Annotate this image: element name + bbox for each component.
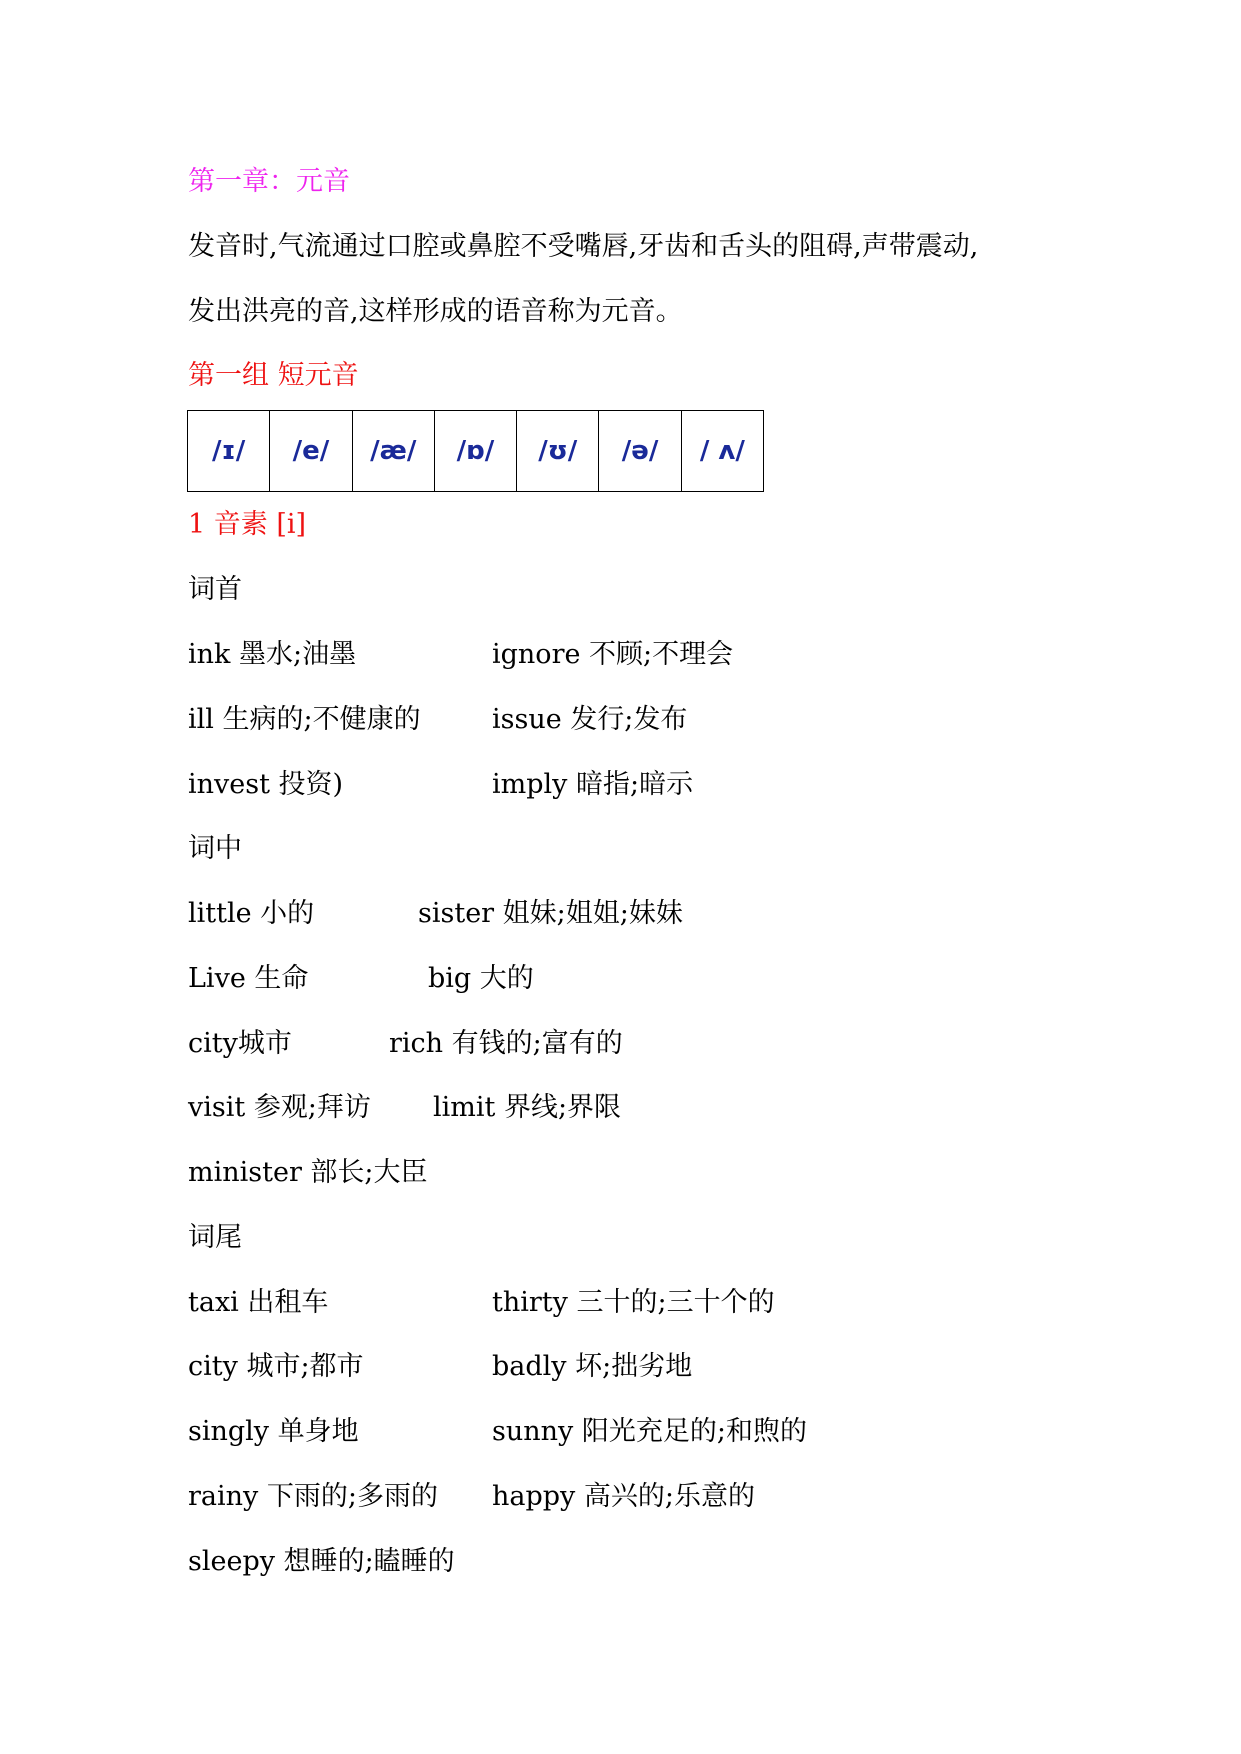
list-item: [188, 703, 688, 737]
section-label-middle: 词中: [188, 833, 242, 864]
list-item: [188, 1027, 623, 1061]
intro-line-2: 发出洪亮的音,这样形成的语音称为元音。: [188, 296, 683, 327]
ipa-cell: /e/: [270, 411, 352, 492]
list-item: [188, 1350, 693, 1384]
ipa-cell: / ʌ/: [681, 411, 763, 492]
word-entry: sleepy 想睡的;瞌睡的: [188, 1546, 455, 1577]
word-entry: invest 投资): [188, 769, 344, 800]
ipa-row: [188, 411, 764, 492]
word-entry: taxi 出租车: [188, 1287, 329, 1318]
word-entry: rich 有钱的;富有的: [389, 1028, 623, 1059]
ipa-cell: /ɒ/: [434, 411, 516, 492]
ipa-cell: /ə/: [599, 411, 681, 492]
word-entry: visit 参观;拜访: [188, 1092, 371, 1123]
list-item: [188, 638, 734, 672]
intro-line-1: 发音时,气流通过口腔或鼻腔不受嘴唇,牙齿和舌头的阻碍,声带震动,: [188, 231, 979, 262]
list-item: [188, 1415, 807, 1449]
word-entry: happy 高兴的;乐意的: [492, 1481, 755, 1512]
list-item: [188, 768, 694, 802]
word-entry: issue 发行;发布: [492, 704, 688, 735]
chapter-title: 第一章：元音: [188, 166, 350, 197]
word-entry: ignore 不顾;不理会: [492, 639, 734, 670]
word-entry: badly 坏;拙劣地: [492, 1351, 693, 1382]
section-label-final: 词尾: [188, 1222, 242, 1253]
word-entry: city 城市;都市: [188, 1351, 364, 1382]
section-label-initial: 词首: [188, 574, 242, 605]
word-entry: rainy 下雨的;多雨的: [188, 1481, 438, 1512]
ipa-cell: /ɪ/: [188, 411, 270, 492]
word-entry: city城市: [188, 1028, 292, 1059]
list-item: [188, 962, 534, 996]
list-item: [188, 1480, 755, 1514]
word-entry: imply 暗指;暗示: [492, 769, 694, 800]
word-entry: sunny 阳光充足的;和煦的: [492, 1416, 807, 1447]
list-item: [188, 1286, 775, 1320]
ipa-cell: /ʊ/: [517, 411, 599, 492]
word-entry: big 大的: [428, 963, 534, 994]
word-entry: ill 生病的;不健康的: [188, 704, 421, 735]
list-item: [188, 1156, 428, 1190]
phoneme-title: 1 音素 [i]: [188, 509, 307, 540]
list-item: [188, 1545, 455, 1579]
list-item: [188, 1091, 622, 1125]
word-entry: limit 界线;界限: [433, 1092, 622, 1123]
word-entry: ink 墨水;油墨: [188, 639, 357, 670]
group-title: 第一组 短元音: [188, 360, 359, 391]
word-entry: sister 姐妹;姐姐;妹妹: [418, 898, 683, 929]
word-entry: thirty 三十的;三十个的: [492, 1287, 775, 1318]
word-entry: little 小的: [188, 898, 315, 929]
ipa-symbol-table: [187, 410, 764, 492]
word-entry: Live 生命: [188, 963, 309, 994]
word-entry: minister 部长;大臣: [188, 1157, 428, 1188]
list-item: [188, 897, 683, 931]
word-entry: singly 单身地: [188, 1416, 359, 1447]
ipa-cell: /æ/: [352, 411, 434, 492]
